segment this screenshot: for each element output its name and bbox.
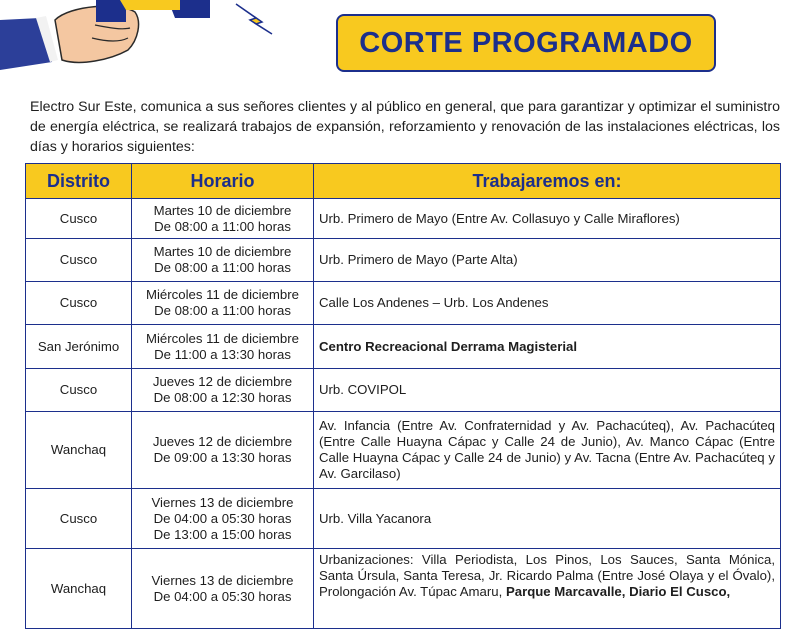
table-header-row	[26, 164, 781, 199]
district-cell: Wanchaq	[26, 549, 132, 629]
schedule-day: Martes 10 de diciembre	[153, 202, 292, 218]
district-cell: Cusco	[26, 239, 132, 282]
place-cell: Calle Los Andenes – Urb. Los Andenes	[314, 282, 781, 325]
schedule-time: De 04:00 a 05:30 horas	[153, 588, 292, 604]
district-cell: Cusco	[26, 199, 132, 239]
place-text-bold: Parque Marcavalle, Diario El Cusco,	[505, 584, 731, 599]
schedule-time: De 08:00 a 11:00 horas	[154, 260, 291, 275]
place-cell: Centro Recreacional Derrama Magisterial	[314, 325, 781, 369]
schedule-cell	[132, 282, 314, 325]
megaphone-illustration	[0, 0, 300, 80]
table-row	[26, 239, 781, 282]
place-cell: Av. Infancia (Entre Av. Confraternidad y Av. Pachacúteq), Av. Pachacúteq (Entre Calle Huayna Cápac y Calle 24 de Junio), Av. Manco Cápac (Entre Calle Huayna Cápac y Calle 24 de Junio) y Av. Tacna (Entre Av. Pachacúteq y Av. Garcilaso)	[314, 412, 781, 489]
schedule-day: Jueves 12 de diciembre	[152, 434, 293, 449]
schedule-time: De 08:00 a 11:00 horas	[154, 218, 291, 234]
schedule-cell	[132, 199, 314, 239]
schedule-cell	[132, 549, 314, 629]
schedule-cell	[132, 239, 314, 282]
district-cell: San Jerónimo	[26, 325, 132, 369]
district-cell: Cusco	[26, 282, 132, 325]
district-cell: Cusco	[26, 369, 132, 412]
schedule-day: Viernes 13 de diciembre	[151, 572, 294, 588]
schedule-table	[25, 163, 781, 629]
schedule-day: Martes 10 de diciembre	[153, 244, 292, 259]
table-row	[26, 325, 781, 369]
schedule-time: De 08:00 a 12:30 horas	[153, 390, 292, 405]
schedule-cell	[132, 325, 314, 369]
column-header-schedule: Horario	[132, 164, 314, 199]
table-row	[26, 549, 781, 629]
table-row	[26, 489, 781, 549]
place-cell: Urb. Villa Yacanora	[314, 489, 781, 549]
schedule-day: Miércoles 11 de diciembre	[146, 330, 299, 346]
place-cell	[314, 549, 781, 629]
schedule-cell	[132, 412, 314, 489]
schedule-time: De 09:00 a 13:30 horas	[153, 450, 292, 465]
table-row	[26, 369, 781, 412]
lightning-bolt-icon	[236, 4, 272, 34]
district-cell: Wanchaq	[26, 412, 132, 489]
place-cell: Urb. Primero de Mayo (Entre Av. Collasuyo y Calle Miraflores)	[314, 199, 781, 239]
column-header-district: Distrito	[26, 164, 132, 199]
schedule-cell	[132, 489, 314, 549]
table-row	[26, 282, 781, 325]
title-banner	[336, 14, 716, 72]
schedule-day: Miércoles 11 de diciembre	[146, 287, 299, 302]
place-cell: Urb. COVIPOL	[314, 369, 781, 412]
table-row	[26, 412, 781, 489]
place-text: Urbanizaciones: Villa Periodista, Los Pinos, Los Sauces, Santa Mónica, Santa Úrsula, Santa Teresa, Jr. Ricardo Palma (Entre José Olaya y el Óvalo), Prolongación Av. Túpac Amaru,	[319, 552, 775, 599]
page-title: CORTE PROGRAMADO	[359, 26, 693, 59]
district-cell: Cusco	[26, 489, 132, 549]
place-cell: Urb. Primero de Mayo (Parte Alta)	[314, 239, 781, 282]
schedule-cell	[132, 369, 314, 412]
column-header-place: Trabajaremos en:	[314, 164, 781, 199]
schedule-day: Jueves 12 de diciembre	[152, 374, 293, 389]
schedule-time: De 13:00 a 15:00 horas	[153, 526, 292, 542]
schedule-day: Viernes 13 de diciembre	[151, 494, 294, 510]
table-row	[26, 199, 781, 239]
intro-paragraph: Electro Sur Este, comunica a sus señores clientes y al público en general, que para garantizar y optimizar el suministro de energía eléctrica, se realizará trabajos de expansión, reforzamiento y renovación de las instalaciones eléctricas, los días y horarios siguientes:	[30, 99, 780, 155]
schedule-time: De 08:00 a 11:00 horas	[154, 303, 291, 318]
schedule-time: De 11:00 a 13:30 horas	[154, 346, 291, 362]
schedule-time: De 04:00 a 05:30 horas	[153, 510, 292, 526]
